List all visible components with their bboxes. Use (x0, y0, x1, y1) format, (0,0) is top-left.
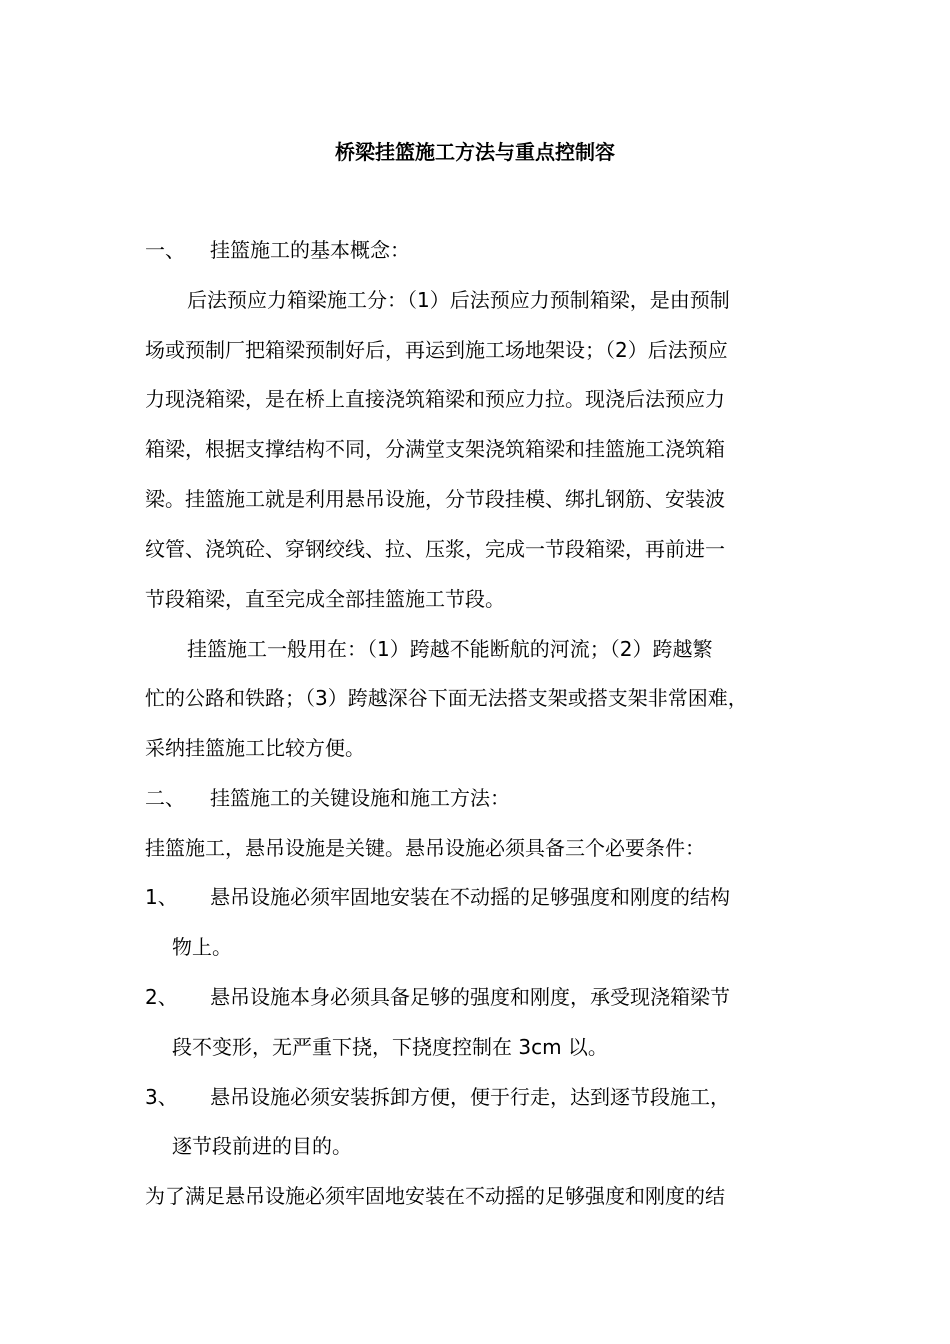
list-item-text: 悬吊设施必须牢固地安装在不动摇的足够强度和刚度的结构 (210, 885, 730, 909)
list-item-marker: 2、 (145, 985, 178, 1009)
list-item-marker: 1、 (145, 885, 178, 909)
paragraph-1-line: 梁。挂篮施工就是利用悬吊设施，分节段挂模、绑扎钢筋、安装波 (145, 487, 725, 511)
section-2-marker: 二、 (145, 786, 185, 810)
paragraph-2-line: 挂篮施工一般用在：（1）跨越不能断航的河流；（2）跨越繁 (187, 637, 713, 661)
paragraph-1-line: 场或预制厂把箱梁预制好后，再运到施工场地架设；（2）后法预应 (145, 338, 728, 362)
section-1-heading: 挂篮施工的基本概念： (210, 238, 410, 262)
section-1-marker: 一、 (145, 238, 185, 262)
paragraph-1-line: 力现浇箱梁，是在桥上直接浇筑箱梁和预应力拉。现浇后法预应力 (145, 387, 725, 411)
closing-paragraph-line: 为了满足悬吊设施必须牢固地安装在不动摇的足够强度和刚度的结 (145, 1184, 725, 1208)
list-item-text-continued: 段不变形，无严重下挠，下挠度控制在 3cm 以。 (172, 1035, 608, 1059)
list-item-text-continued: 物上。 (172, 935, 232, 959)
document-title: 桥梁挂篮施工方法与重点控制容 (335, 140, 615, 164)
paragraph-2-line: 忙的公路和铁路；（3）跨越深谷下面无法搭支架或搭支架非常困难， (145, 686, 748, 710)
list-item-text: 悬吊设施本身必须具备足够的强度和刚度，承受现浇箱梁节 (210, 985, 730, 1009)
list-item-text: 悬吊设施必须安装拆卸方便，便于行走，达到逐节段施工， (210, 1085, 730, 1109)
intro-line: 挂篮施工，悬吊设施是关键。悬吊设施必须具备三个必要条件： (145, 836, 705, 860)
list-item-marker: 3、 (145, 1085, 178, 1109)
paragraph-1-line: 纹管、浇筑砼、穿钢绞线、拉、压浆，完成一节段箱梁，再前进一 (145, 537, 725, 561)
paragraph-1-line: 后法预应力箱梁施工分：（1）后法预应力预制箱梁，是由预制 (187, 288, 730, 312)
paragraph-1-line: 节段箱梁，直至完成全部挂篮施工节段。 (145, 587, 505, 611)
paragraph-2-line: 采纳挂篮施工比较方便。 (145, 736, 365, 760)
section-2-heading: 挂篮施工的关键设施和施工方法： (210, 786, 510, 810)
list-item-text-continued: 逐节段前进的目的。 (172, 1134, 352, 1158)
paragraph-1-line: 箱梁，根据支撑结构不同，分满堂支架浇筑箱梁和挂篮施工浇筑箱 (145, 437, 725, 461)
